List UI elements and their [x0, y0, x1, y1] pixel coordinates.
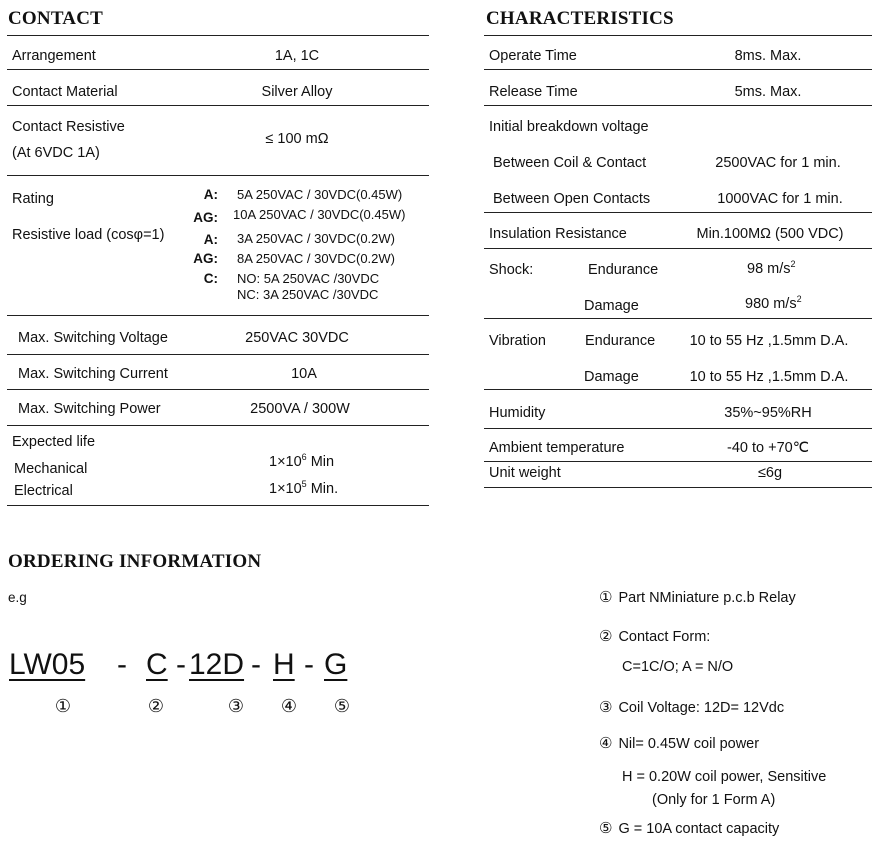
rating-value: NO: 5A 250VAC /30VDC — [237, 271, 380, 286]
rating-type-label: A: — [203, 187, 218, 202]
divider — [7, 354, 429, 355]
part-separator: - — [251, 648, 261, 681]
part-index: ② — [147, 696, 165, 717]
part-index: ⑤ — [333, 696, 351, 717]
divider — [7, 175, 429, 176]
part-capacity: G — [324, 648, 348, 681]
max-switching-current-value: 10A — [291, 366, 317, 382]
note-item: ⑤ G = 10A contact capacity — [599, 819, 780, 837]
expected-life-label: Expected life — [12, 434, 96, 450]
part-index: ③ — [227, 696, 245, 717]
breakdown-voltage-label: Initial breakdown voltage — [489, 119, 649, 135]
contact-resistive-condition: (At 6VDC 1A) — [12, 145, 100, 161]
ambient-temperature-value: -40 to +70℃ — [727, 440, 809, 456]
note-item: C=1C/O; A = N/O — [622, 659, 734, 675]
rating-type-label: A: — [203, 232, 218, 247]
humidity-label: Humidity — [489, 405, 546, 421]
note-item: ① Part NMiniature p.c.b Relay — [599, 588, 796, 606]
note-item: ② Contact Form: — [599, 627, 711, 645]
vibration-label: Vibration — [489, 333, 546, 349]
unit-weight-value: ≤6g — [757, 465, 783, 481]
operate-time-label: Operate Time — [489, 48, 577, 64]
shock-endurance-label: Endurance — [588, 262, 659, 278]
max-switching-current-label: Max. Switching Current — [18, 366, 168, 382]
rating-value: NC: 3A 250VAC /30VDC — [237, 287, 379, 302]
max-switching-voltage-label: Max. Switching Voltage — [18, 330, 168, 346]
divider — [484, 248, 872, 249]
shock-damage-label: Damage — [584, 298, 639, 314]
vibration-endurance-label: Endurance — [585, 333, 656, 349]
divider — [484, 461, 872, 462]
release-time-label: Release Time — [489, 84, 578, 100]
rating-value: 10A 250VAC / 30VDC(0.45W) — [233, 207, 406, 222]
rating-type-label: C: — [203, 271, 218, 286]
divider — [484, 428, 872, 429]
vibration-endurance-value: 10 to 55 Hz ,1.5mm D.A. — [689, 333, 849, 349]
example-label: e.g — [8, 590, 27, 605]
rating-type-label: AG: — [193, 251, 218, 266]
note-item: H = 0.20W coil power, Sensitive — [622, 769, 827, 785]
divider — [484, 389, 872, 390]
divider — [484, 69, 872, 70]
arrangement-value: 1A, 1C — [274, 48, 320, 64]
note-item: ④ Nil= 0.45W coil power — [599, 734, 760, 752]
shock-endurance-value: 98 $m/s^2$ — [747, 259, 796, 277]
shock-label: Shock: — [489, 262, 534, 278]
coil-contact-value: 2500VAC for 1 min. — [715, 155, 841, 171]
insulation-resistance-value: Min.100MΩ (500 VDC) — [696, 226, 844, 242]
contact-material-label: Contact Material — [12, 84, 118, 100]
vibration-damage-value: 10 to 55 Hz ,1.5mm D.A. — [689, 369, 849, 385]
note-item: ③ Coil Voltage: 12D= 12Vdc — [599, 698, 785, 716]
contact-resistive-value: ≤ 100 mΩ — [265, 131, 329, 147]
rating-value: 8A 250VAC / 30VDC(0.2W) — [237, 251, 395, 266]
unit-weight-label: Unit weight — [489, 465, 561, 481]
max-switching-power-label: Max. Switching Power — [18, 401, 161, 417]
divider — [7, 505, 429, 506]
characteristics-heading: CHARACTERISTICS — [486, 8, 674, 29]
humidity-value: 35%~95%RH — [724, 405, 812, 421]
rating-value: 5A 250VAC / 30VDC(0.45W) — [237, 187, 403, 202]
divider — [484, 105, 872, 106]
part-index: ④ — [280, 696, 298, 717]
part-index: ① — [54, 696, 72, 717]
ambient-temperature-label: Ambient temperature — [489, 440, 625, 456]
rating-value: 3A 250VAC / 30VDC(0.2W) — [237, 231, 395, 246]
divider — [484, 35, 872, 36]
electrical-value: $1\times 10^5$ Min. — [269, 479, 339, 497]
electrical-label: Electrical — [14, 483, 73, 499]
divider — [484, 487, 872, 488]
divider — [7, 105, 429, 106]
contact-material-value: Silver Alloy — [261, 84, 333, 100]
ordering-heading: ORDERING INFORMATION — [8, 551, 262, 572]
arrangement-label: Arrangement — [12, 48, 96, 64]
divider — [7, 69, 429, 70]
part-separator: - — [304, 648, 314, 681]
divider — [7, 315, 429, 316]
mechanical-label: Mechanical — [14, 461, 88, 477]
coil-contact-label: Between Coil & Contact — [493, 155, 647, 171]
divider — [7, 389, 429, 390]
note-item: (Only for 1 Form A) — [652, 792, 776, 808]
divider — [484, 318, 872, 319]
max-switching-voltage-value: 250VAC 30VDC — [245, 330, 349, 346]
part-contact-form: C — [146, 648, 168, 681]
divider — [7, 425, 429, 426]
divider — [484, 212, 872, 213]
open-contacts-label: Between Open Contacts — [493, 191, 651, 207]
part-coil-voltage: 12D — [189, 648, 245, 681]
rating-label: Rating — [12, 191, 54, 207]
insulation-resistance-label: Insulation Resistance — [489, 226, 627, 242]
part-separator: - — [117, 648, 127, 681]
divider — [7, 35, 429, 36]
part-separator: - — [176, 648, 186, 681]
contact-heading: CONTACT — [8, 8, 103, 29]
part-coil-power: H — [273, 648, 295, 681]
contact-resistive-label: Contact Resistive — [12, 119, 125, 135]
shock-damage-value: 980 $m/s^2$ — [745, 294, 802, 312]
resistive-load-label: Resistive load (cosφ=1) — [12, 227, 165, 243]
release-time-value: 5ms. Max. — [734, 84, 802, 100]
rating-type-label: AG: — [193, 210, 218, 225]
operate-time-value: 8ms. Max. — [734, 48, 802, 64]
open-contacts-value: 1000VAC for 1 min. — [717, 191, 843, 207]
part-series: LW05 — [9, 648, 86, 681]
mechanical-value: $1\times 10^6$ Min — [269, 452, 335, 470]
max-switching-power-value: 2500VA / 300W — [250, 401, 350, 417]
vibration-damage-label: Damage — [584, 369, 639, 385]
